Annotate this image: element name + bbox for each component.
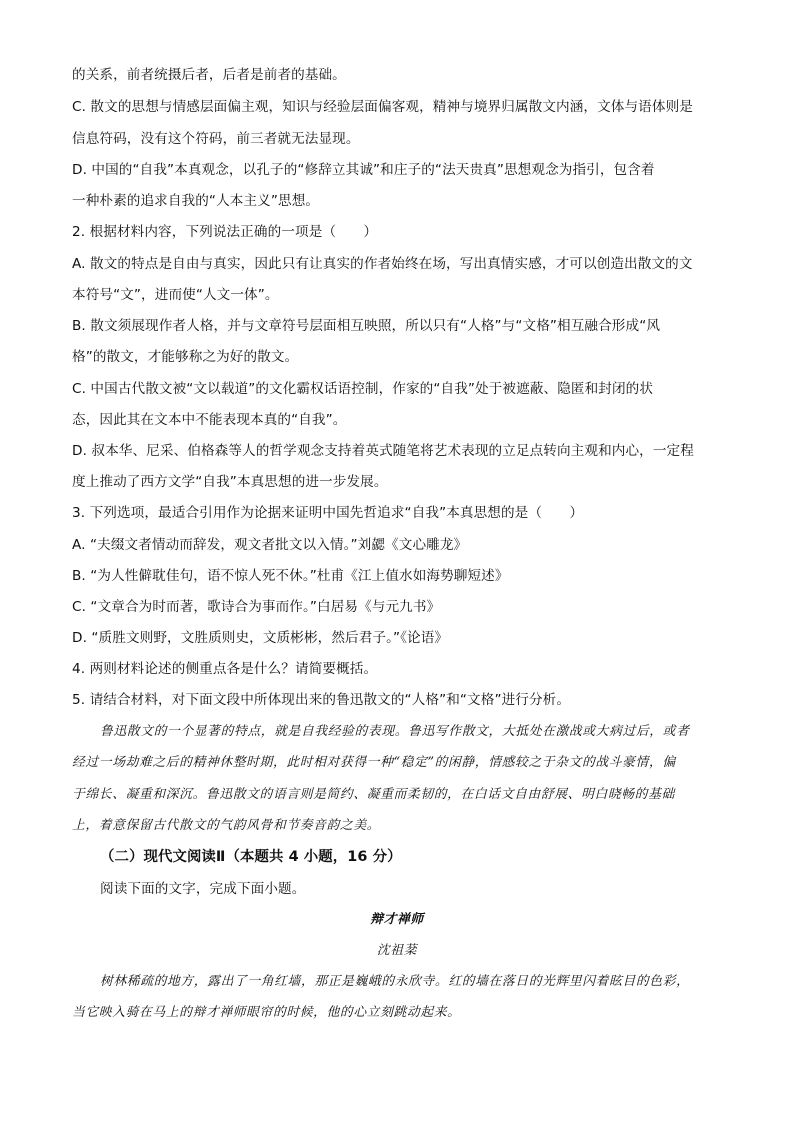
option-d: D. “质胜文则野，文胜质则史，文质彬彬，然后君子。”《论语》 (72, 630, 449, 646)
text-line: 格”的散文，才能够称之为好的散文。 (72, 349, 299, 365)
text-line: D. 中国的“自我”本真观念，以孔子的“修辞立其诚”和庄子的“法天贵真”思想观念为指引，包含着 (72, 162, 655, 178)
question-5: 5. 请结合材料，对下面文段中所体现出来的鲁迅散文的“人格”和“文格”进行分析。 (72, 692, 571, 708)
text-line: 态，因此其在文本中不能表现本真的“自我”。 (72, 412, 347, 428)
quote-line: 经过一场劫难之后的精神休整时期，此时相对获得一种“稳定”的闲静，情感较之于杂文的战斗豪情，偏 (72, 755, 676, 770)
text-line: 本符号“文”，进而使“人文一体”。 (72, 287, 279, 303)
option-c: C. 中国古代散文被“文以载道”的文化霸权话语控制，作家的“自我”处于被遮蔽、隐匿和封闭的状 (72, 381, 654, 397)
text-line: 一种朴素的追求自我的“人本主义”思想。 (72, 193, 320, 209)
story-line: 树林稀疏的地方，露出了一角红墙，那正是巍峨的永欣寺。红的墙在落日的光辉里闪着眩目的色彩， (100, 974, 690, 989)
question-4: 4. 两则材料论述的侧重点各是什么？请简要概括。 (72, 661, 378, 677)
text-line: C. 散文的思想与情感层面偏主观，知识与经验层面偏客观，精神与境界归属散文内涵，文体与语体则是 (72, 99, 693, 115)
question-2: 2. 根据材料内容，下列说法正确的一项是（ ） (72, 224, 378, 240)
option-a: A. “夫缀文者情动而辞发，观文者批文以入情。”刘勰《文心雕龙》 (72, 537, 468, 553)
instruction: 阅读下面的文字，完成下面小题。 (100, 881, 306, 897)
option-b: B. 散文须展现作者人格，并与文章符号层面相互映照，所以只有“人格”与“文格”相互融合形成“风 (72, 318, 661, 334)
story-title: 辩才禅师 (370, 912, 424, 927)
option-a: A. 散文的特点是自由与真实，因此只有让真实的作者始终在场，写出真情实感，才可以创造出散文的文 (72, 256, 693, 272)
text-line: 度上推动了西方文学“自我”本真思想的进一步发展。 (72, 474, 388, 490)
section-heading: （二）现代文阅读Ⅱ（本题共 4 小题，16 分） (100, 849, 402, 865)
quote-line: 于绵长、凝重和深沉。鲁迅散文的语言则是简约、凝重而柔韧的，在白话文自由舒展、明白晓畅的基础 (72, 787, 675, 802)
option-d: D. 叔本华、尼采、伯格森等人的哲学观念支持着英式随笔将艺术表现的立足点转向主观和内心，一定程 (72, 443, 694, 459)
story-line: 当它映入骑在马上的辩才禅师眼帘的时候，他的心立刻跳动起来。 (72, 1005, 461, 1020)
quote-line: 上，着意保留古代散文的气韵风骨和节奏音韵之美。 (72, 818, 381, 833)
story-author: 沈祖棻 (376, 943, 418, 958)
text-line: 的关系，前者统摄后者，后者是前者的基础。 (72, 67, 346, 83)
option-c: C. “文章合为时而著，歌诗合为事而作。”白居易《与元九书》 (72, 599, 441, 615)
option-b: B. “为人性僻耽佳句，语不惊人死不休。”杜甫《江上值水如海势聊短述》 (72, 568, 509, 584)
text-line: 信息符码，没有这个符码，前三者就无法显现。 (72, 131, 360, 147)
quote-line: 鲁迅散文的一个显著的特点，就是自我经验的表现。鲁迅写作散文，大抵处在激战或大病过后，或者 (100, 724, 690, 739)
question-3: 3. 下列选项，最适合引用作为论据来证明中国先哲追求“自我”本真思想的是（ ） (72, 505, 584, 521)
